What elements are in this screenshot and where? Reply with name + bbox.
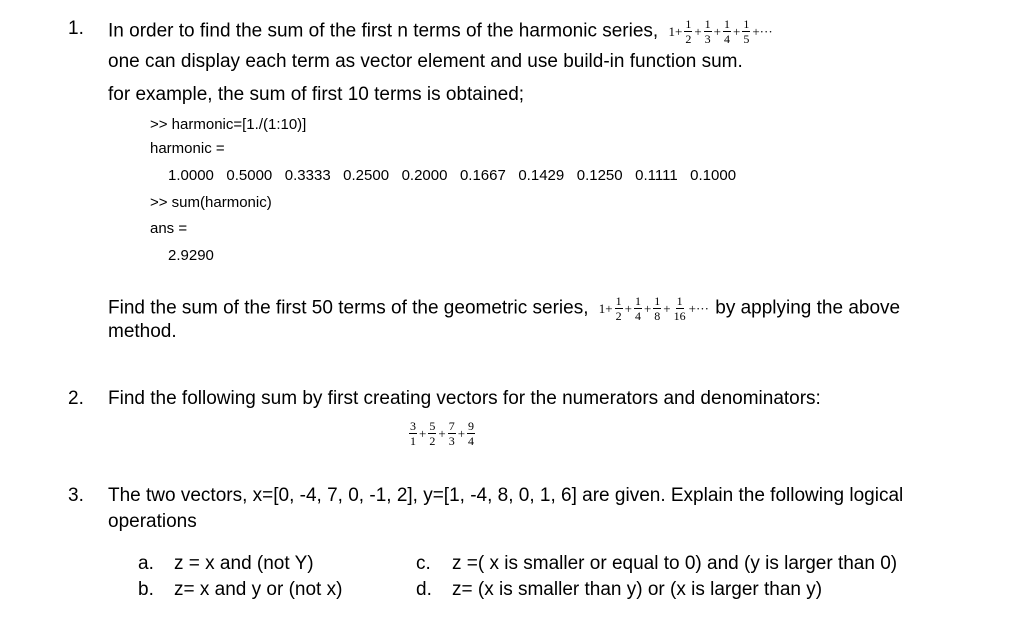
denominator: 3 bbox=[704, 32, 711, 46]
harmonic-ellipsis: +··· bbox=[752, 23, 773, 39]
subitem-c-text: z =( x is smaller or equal to 0) and (y is larger than 0) bbox=[452, 553, 898, 574]
code-command-sum: >> sum(harmonic) bbox=[150, 194, 272, 211]
numerator: 1 bbox=[676, 294, 683, 308]
subitem-d-text: z= (x is smaller than y) or (x is larger than y) bbox=[452, 579, 823, 600]
numerator: 1 bbox=[634, 294, 641, 308]
fraction-sum-formula bbox=[408, 420, 476, 447]
geometric-plus: + bbox=[624, 300, 632, 316]
geometric-fraction bbox=[615, 295, 623, 322]
numerator: 1 bbox=[743, 17, 750, 31]
harmonic-value: 1.0000 bbox=[168, 167, 227, 184]
subitem-a-text: z = x and (not Y) bbox=[174, 553, 314, 574]
sum-fraction bbox=[467, 420, 475, 447]
question-1-text-line1 bbox=[108, 18, 774, 45]
geometric-task-text-end: by applying the above bbox=[715, 297, 901, 319]
harmonic-value: 0.2500 bbox=[343, 167, 402, 184]
denominator: 2 bbox=[615, 309, 622, 323]
subitem-b-label: b. bbox=[138, 579, 154, 600]
numerator: 9 bbox=[468, 419, 475, 433]
denominator: 3 bbox=[448, 434, 455, 448]
subitem-c-label: c. bbox=[416, 553, 431, 574]
harmonic-value: 0.1250 bbox=[576, 167, 636, 184]
numerator: 3 bbox=[410, 419, 416, 433]
code-output-ans-label: ans = bbox=[150, 220, 188, 237]
question-1-task-line1 bbox=[108, 295, 900, 322]
question-2-number: 2. bbox=[68, 388, 84, 409]
harmonic-value: 0.1667 bbox=[459, 167, 519, 184]
harmonic-value: 0.2000 bbox=[401, 167, 460, 184]
denominator: 2 bbox=[685, 32, 692, 46]
harmonic-value: 0.5000 bbox=[226, 167, 285, 184]
question-2-text: Find the following sum by first creating vectors for the numerators and denominators: bbox=[108, 388, 821, 409]
geometric-plus: + bbox=[643, 300, 652, 316]
geometric-fraction bbox=[634, 295, 642, 322]
geometric-fraction bbox=[653, 295, 661, 322]
numerator: 7 bbox=[448, 419, 455, 433]
denominator: 2 bbox=[429, 434, 436, 448]
harmonic-series-formula bbox=[667, 18, 773, 45]
denominator: 8 bbox=[654, 309, 661, 323]
subitem-d-label: d. bbox=[416, 579, 432, 600]
harmonic-fraction bbox=[704, 18, 712, 45]
question-3-text-line1: The two vectors, x=[0, -4, 7, 0, -1, 2], y=[1, -4, 8, 0, 1, 6] are given. Explain the following logical bbox=[108, 485, 904, 506]
subitem-b-text: z= x and y or (not x) bbox=[174, 579, 343, 600]
numerator: 1 bbox=[704, 17, 711, 31]
subitem-a-label: a. bbox=[138, 553, 154, 574]
code-output-harmonic-values bbox=[168, 167, 736, 184]
harmonic-fraction bbox=[723, 18, 731, 45]
question-3-number: 3. bbox=[68, 485, 84, 506]
denominator: 4 bbox=[724, 32, 730, 46]
sum-plus: + bbox=[419, 425, 427, 441]
denominator: 5 bbox=[743, 32, 750, 46]
geometric-leading-term: 1+ bbox=[598, 300, 613, 316]
denominator: 4 bbox=[634, 309, 641, 323]
harmonic-fraction bbox=[742, 18, 750, 45]
harmonic-value: 0.1111 bbox=[635, 167, 691, 184]
question-1-text-line3: for example, the sum of first 10 terms is obtained; bbox=[108, 84, 525, 105]
geometric-series-formula bbox=[598, 295, 710, 322]
harmonic-fraction bbox=[684, 18, 692, 45]
numerator: 1 bbox=[654, 294, 661, 308]
geometric-fraction bbox=[673, 295, 687, 322]
geometric-task-text: Find the sum of the first 50 terms of the geometric series, bbox=[108, 297, 589, 319]
sum-fraction bbox=[428, 420, 436, 447]
code-command-harmonic: >> harmonic=[1./(1:10)] bbox=[150, 116, 307, 133]
harmonic-leading-term: 1+ bbox=[668, 23, 683, 39]
numerator: 1 bbox=[615, 294, 622, 308]
harmonic-value: 0.1429 bbox=[518, 167, 577, 184]
numerator: 1 bbox=[724, 17, 730, 31]
geometric-plus: + bbox=[663, 300, 671, 316]
question-2-formula-wrapper bbox=[408, 420, 476, 447]
sum-fraction bbox=[409, 420, 417, 447]
question-1-intro-text: In order to find the sum of the first n terms of the harmonic series, bbox=[108, 20, 659, 42]
question-1-number: 1. bbox=[68, 18, 84, 39]
sum-plus: + bbox=[438, 425, 446, 441]
sum-fraction bbox=[448, 420, 456, 447]
question-1-text-line2: one can display each term as vector element and use build-in function sum. bbox=[108, 51, 743, 72]
code-output-ans-value: 2.9290 bbox=[168, 247, 214, 264]
geometric-ellipsis: +··· bbox=[688, 300, 709, 316]
harmonic-plus: + bbox=[733, 23, 741, 39]
denominator: 1 bbox=[410, 434, 416, 448]
question-1-task-line2: method. bbox=[108, 321, 177, 342]
sum-plus: + bbox=[457, 425, 466, 441]
numerator: 5 bbox=[429, 419, 436, 433]
harmonic-value: 0.3333 bbox=[284, 167, 344, 184]
harmonic-value: 0.1000 bbox=[690, 167, 737, 184]
code-output-harmonic-label: harmonic = bbox=[150, 140, 225, 157]
denominator: 4 bbox=[468, 434, 475, 448]
harmonic-plus: + bbox=[694, 23, 702, 39]
harmonic-plus: + bbox=[713, 23, 721, 39]
question-3-text-line2: operations bbox=[108, 511, 197, 532]
numerator: 1 bbox=[685, 17, 692, 31]
denominator: 16 bbox=[673, 309, 686, 323]
